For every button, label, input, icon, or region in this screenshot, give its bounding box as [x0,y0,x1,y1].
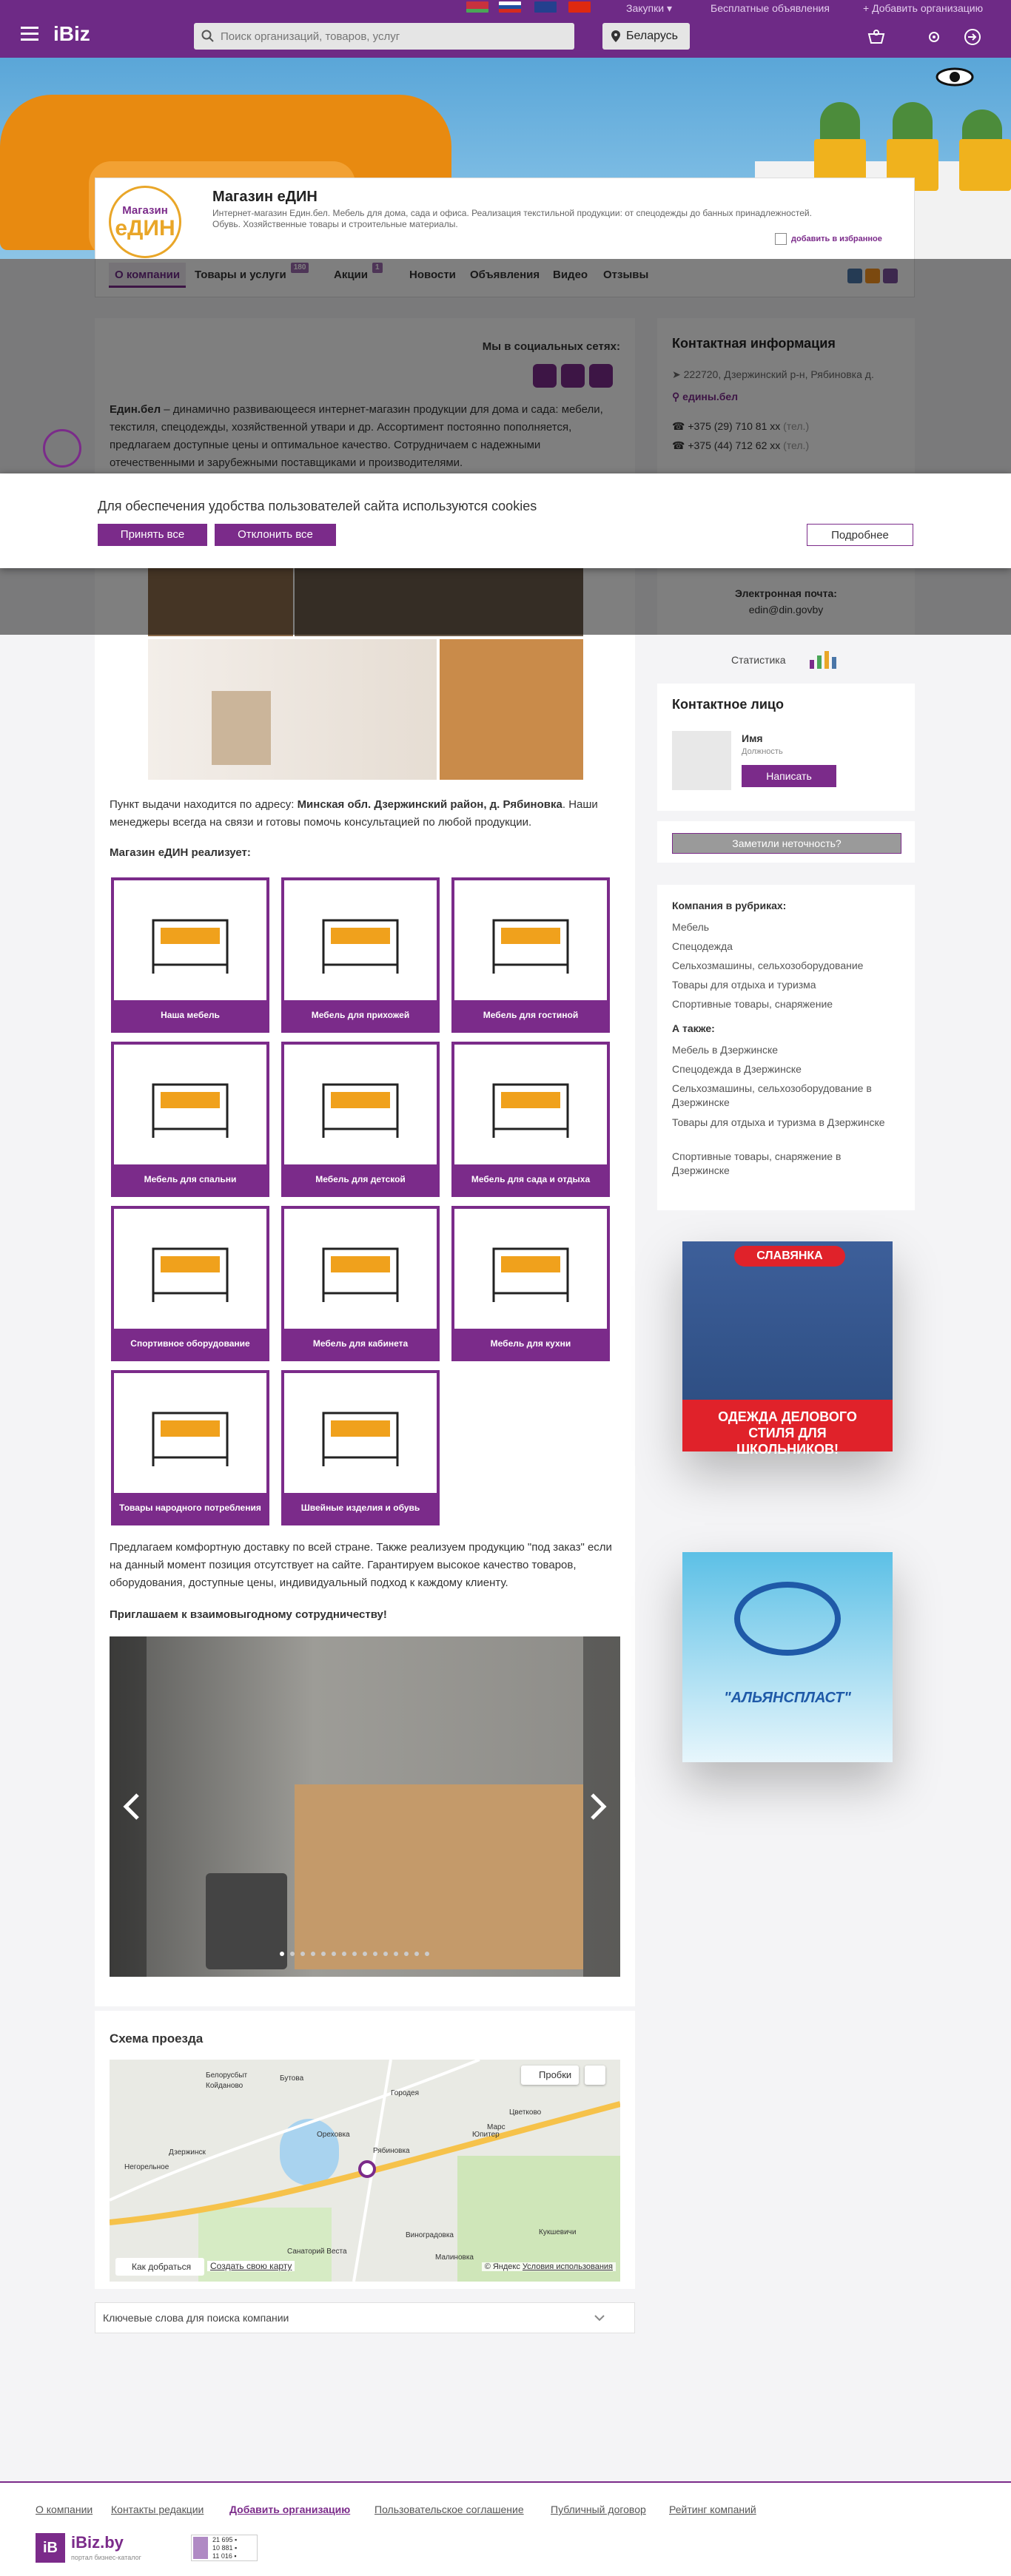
category-label: Наша мебель [114,1000,266,1030]
site-logo[interactable]: iBiz [53,22,90,45]
slider-dot[interactable] [394,1952,398,1956]
category-tile-household[interactable] [111,1370,269,1525]
rubric-link[interactable]: Сельхозмашины, сельхозоборудование в Дзержинске [672,1082,872,1108]
stats-link[interactable] [731,654,786,666]
company-logo-top: Магазин [122,204,168,217]
ad2-brand: "АЛЬЯНСПЛАСТ" [724,1690,851,1706]
hallway-icon [309,891,412,980]
household-icon [138,1383,242,1472]
region-select[interactable] [602,23,690,50]
scroll-up-icon[interactable] [43,429,81,468]
photo-3-dresser [212,691,271,765]
ad1-text: ОДЕЖДА ДЕЛОВОГО СТИЛЯ ДЛЯ ШКОЛЬНИКОВ! [718,1409,857,1457]
ad-alyansplast[interactable] [682,1552,893,1762]
category-label: Мебель для детской [284,1164,437,1194]
rubric-link[interactable]: Спортивные товары, снаряжение [672,998,833,1010]
map-title: Схема проезда [110,2032,204,2046]
person-name: Имя [742,732,763,744]
slide-desk [295,1784,583,1969]
rubric-link[interactable]: Товары для отдыха и туризма [672,979,816,991]
counter-logo [193,2537,208,2559]
map-place-label: Койданово [206,2082,243,2090]
category-grid [111,877,622,1528]
category-label: Спортивное оборудование [114,1329,266,1358]
keywords-label: Ключевые слова для поиска компании [103,2312,289,2324]
login-icon[interactable] [962,28,983,46]
living-room-icon [479,891,582,980]
map-place-label: Кукшевичи [539,2228,577,2236]
accept-all-label: Принять все [120,528,185,541]
slider-dot[interactable] [300,1952,305,1956]
slider-dot[interactable] [373,1952,377,1956]
category-tile-sport[interactable] [111,1206,269,1361]
rubric-link[interactable]: Сельхозмашины, сельхозоборудование [672,960,864,971]
map-place-label: Негорельное [124,2163,169,2171]
write-button[interactable] [742,765,836,787]
slider-dot[interactable] [342,1952,346,1956]
chevron-down-icon [594,2315,605,2322]
category-label: Мебель для гостиной [454,1000,607,1030]
category-label: Мебель для сада и отдыха [454,1164,607,1194]
rubric-link[interactable]: Спецодежда в Дзержинске [672,1063,802,1075]
rubrics-title: Компания в рубриках: [672,900,787,911]
region-label: Беларусь [626,30,678,42]
slider-dot[interactable] [321,1952,326,1956]
map-place-label: Рябиновка [373,2147,410,2155]
sells-title: Магазин еДИН реализует: [110,846,251,859]
gallery-slider [110,1636,620,1977]
map-place-label: Бутова [280,2074,304,2083]
avatar [672,731,731,790]
category-tile-kitchen[interactable] [451,1206,610,1361]
traffic-label: Пробки [539,2069,572,2080]
slide-pot [206,1873,287,1969]
counter-line-2: 10 881 ▪ [212,2544,238,2552]
map-place-label: Виноградовка [406,2231,454,2239]
nav-add-org[interactable]: + Добавить организацию [863,2,984,14]
cookie-banner [0,473,1011,568]
category-label: Мебель для прихожей [284,1000,437,1030]
rubric-link[interactable]: Спортивные товары, снаряжение в Дзержинске [672,1150,842,1176]
slider-dot[interactable] [425,1952,429,1956]
footer-link[interactable]: Контакты редакции [111,2503,204,2515]
footer-link[interactable]: Пользовательское соглашение [374,2503,524,2515]
map-place-label: Малиновка [435,2253,474,2262]
report-button[interactable] [672,833,901,854]
company-title: Магазин еДИН [212,189,318,205]
kids-icon [309,1055,412,1144]
person-position: Должность [742,747,783,756]
sport-icon [138,1219,242,1308]
slider-dot[interactable] [280,1952,284,1956]
category-tile-office[interactable] [281,1206,440,1361]
category-tile-kids[interactable] [281,1042,440,1197]
footer-link[interactable]: О компании [36,2503,93,2515]
hero-pot-3 [959,139,1011,191]
ad1-brand: СЛАВЯНКА [756,1250,823,1262]
search-input[interactable] [221,23,568,50]
company-description: Интернет-магазин Един.бел. Мебель для дома, сада и офиса. Реализация текстильной продукции: от спецодежды до банных принадлежностей. Обувь. Хозяйственные товары и строительные материалы. [212,208,812,229]
counter-line-1: 21 695 ▪ [212,2536,238,2543]
category-tile-bedroom[interactable] [111,1042,269,1197]
nav-free-ads[interactable]: Бесплатные объявления [711,2,830,14]
ad-slavyanka[interactable] [682,1241,893,1457]
slider-dot[interactable] [363,1952,367,1956]
pickup-text [110,796,620,832]
favorite-checkbox[interactable] [775,233,787,245]
menu-icon[interactable] [21,27,38,41]
nav-tenders[interactable]: Закупки ▾ [626,2,672,14]
map-place-label: Ореховка [317,2131,350,2139]
slider-dot[interactable] [404,1952,409,1956]
modal-overlay [0,259,1011,635]
kitchen-icon [479,1219,582,1308]
category-tile-garden[interactable] [451,1042,610,1197]
garden-icon [479,1055,582,1144]
counter-line-3: 11 016 ▪ [212,2552,237,2560]
settings-icon[interactable] [924,28,944,46]
map-terms-link[interactable]: Условия использования [522,2262,613,2271]
favorite-toggle[interactable] [791,235,882,243]
contact-person-card [657,684,915,811]
rubric-link[interactable]: Мебель [672,921,710,933]
map-copyright-text: © Яндекс [484,2262,520,2271]
favorite-label: добавить в избранное [791,235,882,243]
person-title: Контактное лицо [672,697,784,712]
footer-link[interactable]: Публичный договор [551,2503,646,2515]
pickup-post: . Наши менеджеры всегда на связи и готовы помочь консультацией по любой продукции. [110,798,598,829]
rubrics-card [657,885,915,1210]
also-title: А также: [672,1022,715,1034]
eye-icon[interactable] [934,67,975,87]
office-icon [309,1219,412,1308]
slider-prev-icon[interactable] [110,1784,154,1829]
flag-cn-icon[interactable] [568,1,591,13]
clothing-icon [309,1383,412,1472]
slider-dot[interactable] [311,1952,315,1956]
ad1-logo [734,1246,845,1267]
category-label: Мебель для кухни [454,1329,607,1358]
map-marker-icon[interactable] [358,2160,376,2178]
map-place-label: Цветково [509,2108,542,2117]
category-tile-our-furniture[interactable] [111,877,269,1033]
report-card [657,821,915,863]
footer-brand: iBiz.by [71,2533,124,2552]
slider-next-icon[interactable] [576,1784,620,1829]
cart-icon[interactable] [866,28,887,46]
search-icon [201,30,215,43]
footer [0,2481,1011,2576]
map-section [95,2011,635,2289]
company-logo-main: еДИН [115,216,175,240]
our-furniture-icon [138,891,242,980]
flag-ru-icon[interactable] [499,1,521,13]
keywords-accordion[interactable] [95,2302,635,2333]
category-tile-hallway[interactable] [281,877,440,1033]
more-button[interactable] [807,524,913,546]
top-nav [0,0,1011,16]
slider-dot[interactable] [290,1952,295,1956]
map-place-label: Юпитер [472,2131,500,2139]
report-label: Заметили неточность? [732,837,842,849]
location-pin-icon [611,30,620,42]
pickup-address: Минская обл. Дзержинский район, д. Рябиновка [297,798,562,811]
map-place-label: Белорусбыт [206,2071,248,2080]
route-button[interactable] [115,2258,204,2276]
flag-uk-icon[interactable] [534,1,557,13]
category-tile-clothing[interactable] [281,1370,440,1525]
slider-dot[interactable] [383,1952,388,1956]
rubric-link[interactable]: Спецодежда [672,940,733,952]
category-label: Мебель для кабинета [284,1329,437,1358]
map-copyright [482,2262,616,2271]
route-label: Как добраться [132,2262,192,2272]
map-place-label: Санаторий Веста [287,2248,347,2256]
fullscreen-icon[interactable] [585,2066,605,2085]
slider-dot[interactable] [332,1952,336,1956]
write-label: Написать [766,770,812,782]
counter-widget [191,2535,258,2561]
stats-label: Статистика [731,654,786,666]
cookie-message: Для обеспечения удобства пользователей сайта используются cookies [98,499,537,513]
top-bar [0,0,1011,58]
footer-link[interactable]: Рейтинг компаний [669,2503,756,2515]
accept-all-button[interactable] [98,524,207,546]
slider-dot[interactable] [414,1952,419,1956]
invite-text: Приглашаем к взаимовыгодному сотрудничеству! [110,1608,387,1621]
search-box[interactable] [194,23,574,50]
slider-dot[interactable] [352,1952,357,1956]
pickup-pre: Пункт выдачи находится по адресу: [110,798,298,811]
ad2-logo-icon [734,1582,841,1656]
traffic-button[interactable] [521,2066,579,2085]
footer-tagline: портал бизнес-каталог [71,2554,141,2561]
bedroom-icon [138,1055,242,1144]
category-label: Мебель для спальни [114,1164,266,1194]
map-place-label: Городея [391,2089,420,2097]
flag-by-icon[interactable] [466,1,488,13]
footer-link[interactable]: Добавить организацию [229,2503,351,2515]
category-label: Швейные изделия и обувь [284,1493,437,1523]
yandex-map[interactable] [110,2060,620,2282]
stats-chart-icon [807,648,838,669]
rubric-link[interactable]: Товары для отдыха и туризма в Дзержинске [672,1116,885,1128]
ad1-banner [682,1400,893,1457]
reject-all-label: Отклонить все [238,528,313,541]
footer-logo-icon[interactable]: iB [36,2533,65,2563]
rubric-link[interactable]: Мебель в Дзержинске [672,1044,779,1056]
category-label: Товары народного потребления [114,1493,266,1523]
photo-3 [148,639,437,780]
create-map-link[interactable]: Создать свою карту [207,2261,295,2271]
more-label: Подробнее [831,529,889,542]
company-logo [109,186,181,258]
map-place-label: Дзержинск [169,2148,206,2157]
reject-all-button[interactable] [215,524,336,546]
delivery-text: Предлагаем комфортную доставку по всей стране. Также реализуем продукцию "под заказ" если на данный момент позиция отсутствует на сайте. Гарантируем высокое качество товаров, оборудования, доступные цены, индивидуальный подход к каждому клиенту. [110,1541,612,1589]
photo-4 [440,639,583,780]
category-tile-living-room[interactable] [451,877,610,1033]
map-place-label: Марс [487,2123,506,2131]
